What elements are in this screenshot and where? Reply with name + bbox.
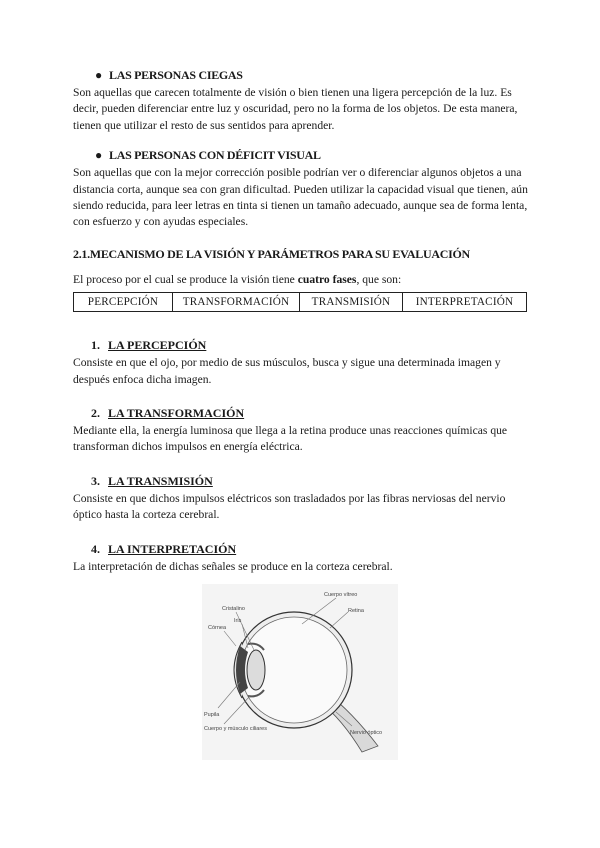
document-page (73, 68, 528, 575)
label-cuerpo-vitreo: Cuerpo vítreo (324, 592, 358, 598)
bullet-icon: ● (95, 148, 102, 163)
visual-deficit-heading (95, 148, 528, 163)
label-iris: Iris (234, 618, 242, 624)
lens-shape (247, 650, 265, 690)
phase-cell-interpretation: INTERPRETACIÓN (403, 293, 527, 312)
step-heading: 2. LA TRANSFORMACIÓN (91, 406, 245, 421)
label-nervio-optico: Nervio óptico (350, 730, 383, 736)
phase-cell-transformation: TRANSFORMACIÓN (173, 293, 300, 312)
step-paragraph: La interpretación de dichas señales se produce en la corteza cerebral. (73, 559, 393, 573)
step-heading: 1. LA PERCEPCIÓN (91, 338, 207, 353)
blind-heading-text: LAS PERSONAS CIEGAS (109, 68, 243, 82)
label-cornea: Córnea (208, 625, 227, 631)
step-heading: 3. LA TRANSMISIÓN (91, 473, 213, 488)
step-paragraph: Consiste en que dichos impulsos eléctricos son trasladados por las fibras nerviosas del nervio óptico hasta la corteza cerebral. (73, 491, 506, 522)
phases-table (73, 292, 527, 312)
phase-cell-transmission: TRANSMISIÓN (300, 293, 403, 312)
step-heading: 4. LA INTERPRETACIÓN (91, 541, 237, 556)
blind-heading (95, 68, 528, 83)
label-cristalino: Cristalino (222, 606, 245, 612)
section-intro: El proceso por el cual se produce la visión tiene cuatro fases, que son: (73, 272, 402, 286)
eye-anatomy-diagram (202, 584, 398, 760)
phase-cell-perception: PERCEPCIÓN (74, 293, 173, 312)
blind-paragraph: Son aquellas que carecen totalmente de visión o bien tienen una ligera percepción de la luz. Es decir, pueden diferenciar entre luz y oscuridad, pero no la forma de los objetos. De esta manera, tienen que utilizar el resto de sus sentidos para aprender. (73, 86, 518, 132)
label-retina: Retina (348, 608, 364, 614)
bullet-icon: ● (95, 68, 102, 82)
visual-deficit-paragraph: Son aquellas que con la mejor corrección posible podrían ver o diferenciar algunos objetos a una distancia corta, aunque sea con gran dificultad. Pueden utilizar la capacidad visual que tienen, aún siendo reducida, para leer letras en tinta si tienen un tamaño adecuado, aunque sea de forma lenta, con esfuerzo y con ayudas especiales. (73, 166, 528, 229)
label-pupila: Pupila (204, 712, 220, 718)
label-cuerpo-ciliar: Cuerpo y músculo ciliares (204, 726, 267, 732)
step-paragraph: Mediante ella, la energía luminosa que llega a la retina produce unas reacciones químicas que transforman dichos impulsos en energía eléctrica. (73, 424, 508, 454)
table-row (74, 293, 527, 312)
step-paragraph: Consiste en que el ojo, por medio de sus músculos, busca y sigue una determinada imagen y después enfoca dicha imagen. (73, 356, 501, 386)
visual-deficit-heading-text: LAS PERSONAS CON DÉFICIT VISUAL (109, 148, 321, 163)
section-heading: 2.1.MECANISMO DE LA VISIÓN Y PARÁMETROS PARA SU EVALUACIÓN (73, 246, 470, 261)
